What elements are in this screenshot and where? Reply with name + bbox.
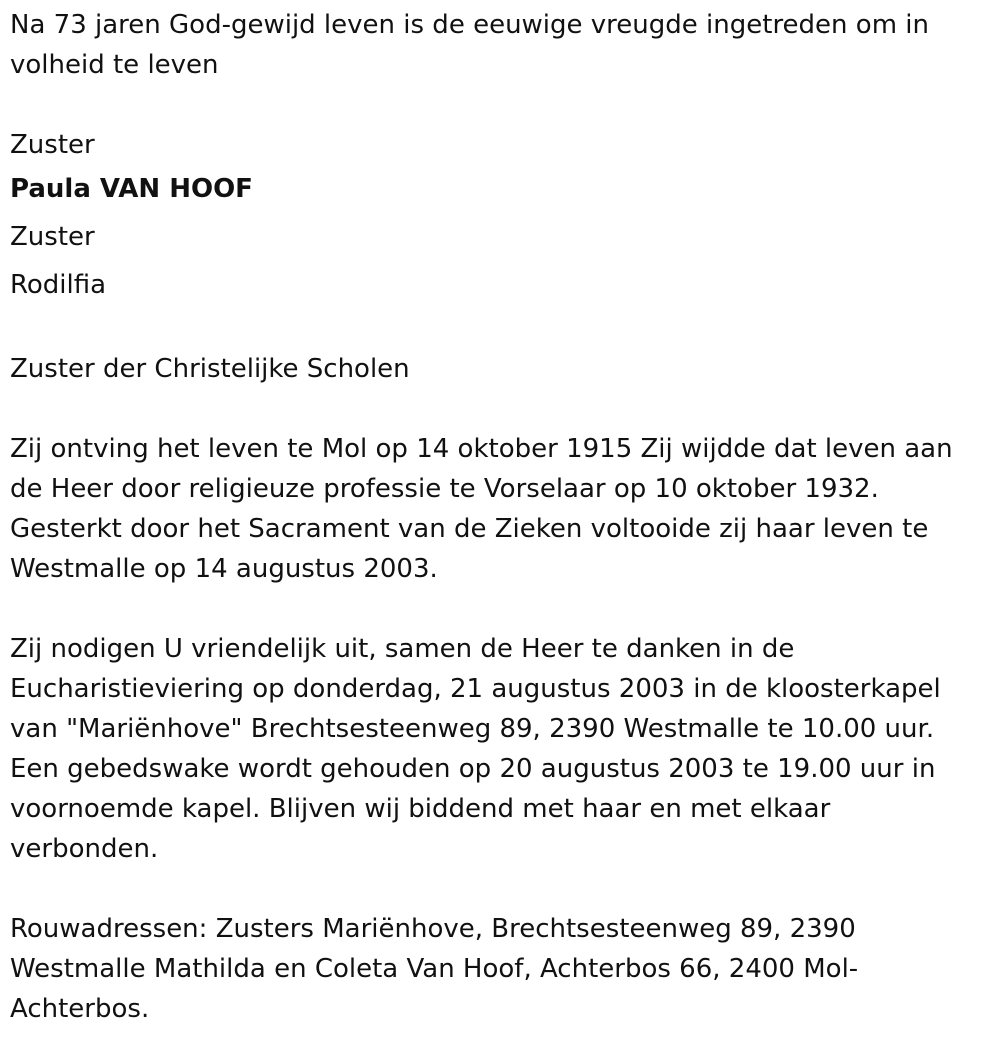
congregation: Zuster der Christelijke Scholen — [10, 354, 410, 384]
religious-name: Rodilfia — [10, 270, 107, 300]
life-paragraph: Zij ontving het leven te Mol op 14 oktober 1915 Zij wijdde dat leven aan de Heer door religieuze professie te Vorselaar op 10 oktober 1932. Gesterkt door het Sacrament van de Zieken voltooide zij haar leven te Westmalle op 14 augustus 2003. — [10, 434, 953, 584]
deceased-name: Paula VAN HOOF — [10, 174, 253, 204]
death-notice — [10, 5, 985, 1029]
spacer — [10, 85, 985, 125]
intro-text: Na 73 jaren God-gewijd leven is de eeuwige vreugde ingetreden om in volheid te leven — [10, 10, 930, 80]
spacer — [10, 389, 985, 429]
spacer — [10, 309, 985, 349]
religious-title: Zuster — [10, 222, 95, 252]
title-prefix: Zuster — [10, 130, 95, 160]
spacer — [10, 589, 985, 629]
addresses-paragraph: Rouwadressen: Zusters Mariënhove, Brechtsesteenweg 89, 2390 Westmalle Mathilda en Coleta Van Hoof, Achterbos 66, 2400 Mol-Achterbos. — [10, 914, 859, 1024]
invitation-paragraph: Zij nodigen U vriendelijk uit, samen de Heer te danken in de Eucharistieviering op donderdag, 21 augustus 2003 in de kloosterkapel van "Mariënhove" Brechtsesteenweg 89, 2390 Westmalle te 10.00 uur. Een gebedswake wordt gehouden op 20 augustus 2003 te 19.00 uur in voornoemde kapel. Blijven wij biddend met haar en met elkaar verbonden. — [10, 634, 941, 864]
spacer — [10, 869, 985, 909]
